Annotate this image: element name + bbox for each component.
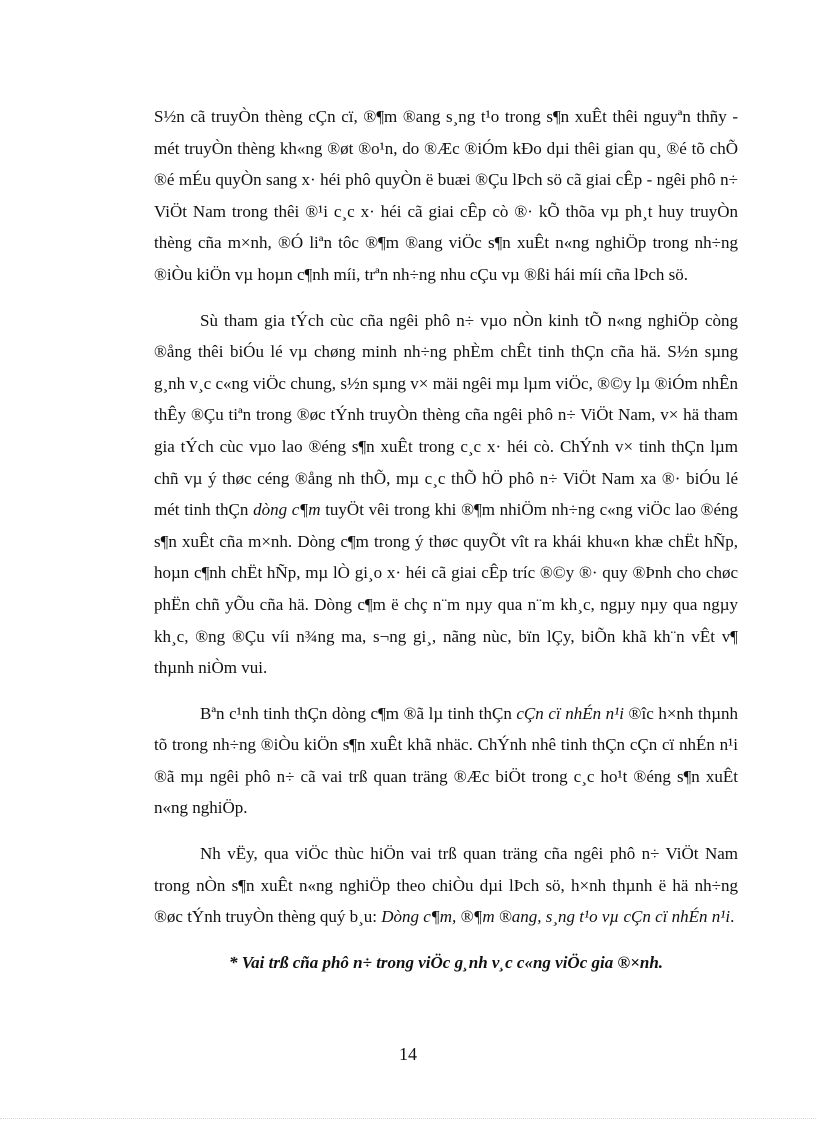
section-heading: * Vai trß cña phô n÷ trong viÖc g¸nh v¸c c«ng viÖc gia ®×nh. (228, 952, 664, 972)
paragraph-4-text-a: Nh vËy, qua viÖc thùc hiÖn vai trß quan träng cña ngêi phô n÷ ViÖt Nam trong nÒn s¶n xuÊt n«ng nghiÖp theo chiÒu dµi lÞch sö, h×nh thµnh ë hä nh÷ng ®øc tÝnh truyÒn thèng quý b¸u: (154, 844, 743, 927)
page-bottom-divider (0, 1118, 816, 1119)
paragraph-2-emphasis: dòng c¶m (253, 500, 321, 520)
document-page (154, 101, 743, 978)
page-number: 14 (399, 1044, 417, 1064)
paragraph-4 (154, 838, 743, 933)
paragraph-2-text-a: Sù tham gia tÝch cùc cña ngêi phô n÷ vµo nÒn kinh tÕ n«ng nghiÖp còng ®ång thêi biÓu lé vµ chøng minh nh÷ng phÈm chÊt tinh thÇn cña hä. S½n sµng g¸nh v¸c c«ng viÖc chung, s½n sµng v× mäi ngêi mµ lµm viÖc, ®©y lµ ®iÓm nhÊn thÊy ®Çu tiªn trong ®øc tÝnh truyÒn thèng cña ngêi phô n÷ ViÖt Nam, v× hä tham gia tÝch cùc vµo lao ®éng s¶n xuÊt trong c¸c x· héi cò. ChÝnh v× tinh thÇn lµm chñ vµ ý thøc céng ®ång nh thÕ, mµ c¸c thÕ hÖ phô n÷ ViÖt Nam xa ®· biÓu lé mét tinh thÇn (154, 310, 743, 520)
paragraph-3-text-b: ®îc h×nh thµnh tõ trong nh÷ng ®iÒu kiÖn s¶n xuÊt khã nhäc. ChÝnh nhê tinh thÇn cÇn cï nhÉn n¹i ®ã mµ ngêi phô n÷ cã vai trß quan träng ®Æc biÖt trong c¸c ho¹t ®éng s¶n xuÊt n«ng nghiÖp. (154, 703, 743, 818)
paragraph-3-emphasis: cÇn cï nhÉn n¹i (516, 703, 624, 723)
paragraph-4-text-b: . (730, 907, 735, 927)
paragraph-2-text-b: tuyÖt vêi trong khi ®¶m nhiÖm nh÷ng c«ng viÖc lao ®éng s¶n xuÊt cña m×nh. Dòng c¶m trong ý thøc quyÕt vît ra khái khu«n khæ chËt hÑp, hoµn c¶nh chËt hÑp, mµ lÒ gi¸o x· héi cã giai cÊp tríc ®©y ®· quy ®Þnh cho chøc phËn chñ yÕu cña hä. Dòng c¶m ë chç n¨m nµy qua n¨m kh¸c, ngµy nµy qua ngµy kh¸c, ®ng ®Çu víi n¾ng ma, s¬ng gi¸, nãng nùc, bïn lÇy, biÕn khã kh¨n vÊt v¶ thµnh niÒm vui. (154, 500, 743, 678)
paragraph-1 (154, 101, 743, 291)
paragraph-1-text: S½n cã truyÒn thèng cÇn cï, ®¶m ®ang s¸ng t¹o trong s¶n xuÊt thêi nguyªn thñy - mét truyÒn thèng kh«ng ®øt ®o¹n, do ®Æc ®iÓm kÐo dµi thêi gian qu¸ ®é tõ chÕ ®é mÉu quyÒn sang x· héi phô quyÒn ë buæi ®Çu lÞch sö cã giai cÊp - ngêi phô n÷ ViÖt Nam trong thêi ®¹i c¸c x· héi cã giai cÊp cò ®· kÕ thõa vµ ph¸t huy truyÒn thèng cña m×nh, ®Ó liªn tôc ®¶m ®ang viÖc s¶n xuÊt n«ng nghiÖp trong nh÷ng ®iÒu kiÖn vµ hoµn c¶nh míi, trªn nh÷ng nhu cÇu vµ ®ßi hái míi cña lÞch sö. (154, 107, 743, 284)
paragraph-2 (154, 305, 743, 684)
paragraph-3 (154, 698, 743, 824)
paragraph-4-emphasis: Dòng c¶m, ®¶m ®ang, s¸ng t¹o vµ cÇn cï nhÉn n¹i (381, 907, 731, 927)
paragraph-3-text-a: Bªn c¹nh tinh thÇn dòng c¶m ®ã lµ tinh thÇn (200, 703, 517, 723)
